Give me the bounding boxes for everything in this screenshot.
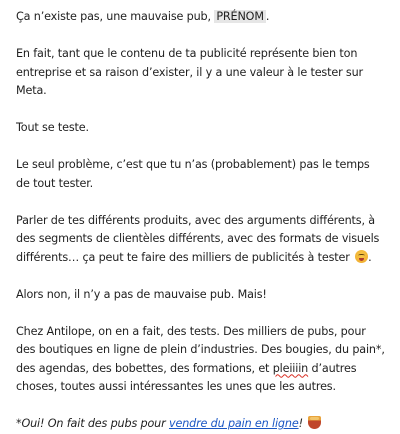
antilope-text-end: d’autres choses, toutes aussi intéressantes les unes que les autres. bbox=[16, 361, 357, 393]
content-paragraph-2: Tout se teste. bbox=[16, 121, 89, 134]
bread-online-link[interactable]: vendre du pain en ligne bbox=[168, 417, 299, 430]
footnote-text: *Oui! On fait des pubs pour bbox=[16, 417, 169, 430]
content-paragraph-6 bbox=[16, 323, 386, 397]
drooling-face-emoji-icon bbox=[355, 250, 368, 263]
greeting-text: Ça n’existe pas, une mauvaise pub, bbox=[16, 10, 215, 23]
formats-period: . bbox=[368, 250, 372, 264]
misspelled-word: pleiiiin bbox=[272, 361, 309, 375]
footnote-exclamation: ! bbox=[298, 417, 303, 430]
content-paragraph-5: Alors non, il n’y a pas de mauvaise pub. Mais! bbox=[16, 287, 267, 301]
formats-text: Parler de tes différents produits, avec des arguments différents, à des segments de clientèles différents, avec des formats de visuels différents… ça peut te faire des milliers de publicités à tester bbox=[16, 213, 380, 264]
greeting-paragraph bbox=[16, 8, 386, 27]
content-paragraph-1: En fait, tant que le contenu de ta publicité représente bien ton entreprise et sa raison d’exister, il y a une valeur à le tester sur Meta. bbox=[16, 47, 364, 97]
greeting-period: . bbox=[265, 10, 270, 23]
bowl-emoji-icon bbox=[308, 416, 321, 429]
antilope-text-start: Chez Antilope, on en a fait, des tests. Des milliers de pubs, pour des boutiques en ligne de plein d’industries. Des bougies, du pain*, des agendas, des bobettes, des formations, et bbox=[16, 324, 385, 375]
footnote-paragraph bbox=[16, 415, 386, 434]
content-paragraph-4 bbox=[16, 212, 386, 268]
first-name-placeholder: PRÉNOM bbox=[216, 10, 264, 23]
content-paragraph-3: Le seul problème, c’est que tu n’as (probablement) pas le temps de tout tester. bbox=[16, 158, 370, 190]
